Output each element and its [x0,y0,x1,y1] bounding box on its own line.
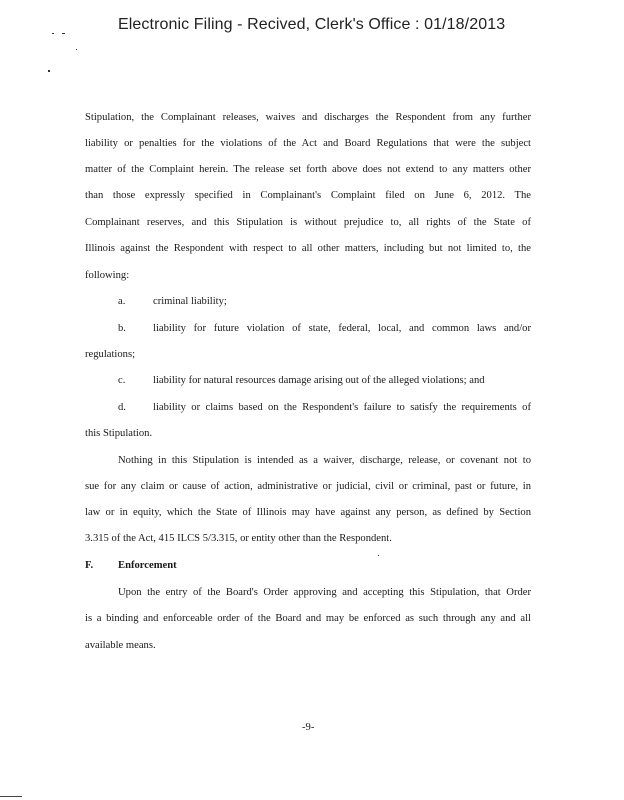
paragraph-line: law or in equity, which the State of Illinois may have against any person, as defined by Section [85,507,531,518]
paragraph-line: Illinois against the Respondent with respect to all other matters, including but not limited to, the [85,243,531,254]
scan-speck [378,555,379,556]
paragraph-line: Upon the entry of the Board's Order approving and accepting this Stipulation, that Order [118,587,531,598]
section-letter: F. [85,560,94,571]
filing-stamp-header: Electronic Filing - Recived, Clerk's Office : 01/18/2013 [118,16,506,33]
paragraph-line: liability or penalties for the violations of the Act and Board Regulations that were the subject [85,138,531,149]
list-item-letter: d. [118,402,126,413]
scan-speck [76,49,77,50]
list-item-text: liability for future violation of state, federal, local, and common laws and/or [153,323,531,334]
list-item-letter: b. [118,323,126,334]
scan-speck [48,70,50,72]
paragraph-line: Stipulation, the Complainant releases, waives and discharges the Respondent from any further [85,112,531,123]
scan-speck [52,33,54,34]
list-item-text: liability for natural resources damage arising out of the alleged violations; and [153,375,485,386]
paragraph-line: matter of the Complaint herein. The release set forth above does not extend to any matters other [85,164,531,175]
list-item-text: liability or claims based on the Respondent's failure to satisfy the requirements of [153,402,531,413]
paragraph-line: available means. [85,640,156,651]
paragraph-line: Complainant reserves, and this Stipulation is without prejudice to, all rights of the State of [85,217,531,228]
scan-edge-mark [0,796,22,797]
paragraph-line: than those expressly specified in Complainant's Complaint filed on June 6, 2012. The [85,190,531,201]
list-item-continuation: regulations; [85,349,136,360]
paragraph-line: sue for any claim or cause of action, administrative or judicial, civil or criminal, past or future, in [85,481,531,492]
paragraph-line: is a binding and enforceable order of the Board and may be enforced as such through any and all [85,613,531,624]
list-item-continuation: this Stipulation. [85,428,153,439]
list-item-letter: a. [118,296,126,307]
list-item-text: criminal liability; [153,296,227,307]
paragraph-line: following: [85,270,130,281]
scan-speck [62,33,65,34]
page-number: -9- [302,722,315,733]
list-item-letter: c. [118,375,126,386]
paragraph-line: Nothing in this Stipulation is intended as a waiver, discharge, release, or covenant not to [118,455,531,466]
paragraph-line: 3.315 of the Act, 415 ILCS 5/3.315, or entity other than the Respondent. [85,533,392,544]
section-title: Enforcement [118,560,177,571]
